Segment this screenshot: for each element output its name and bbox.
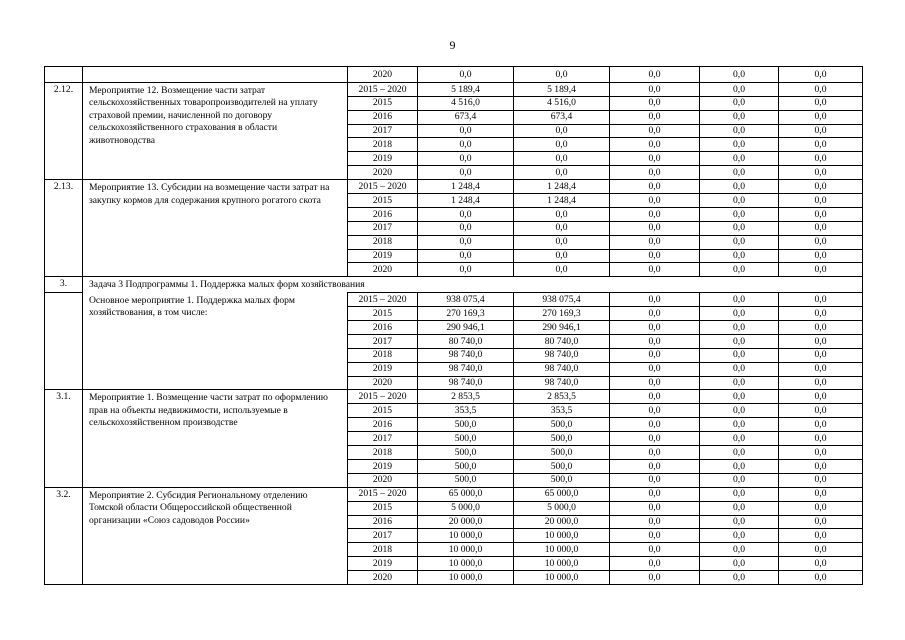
value-cell: 0,0 <box>610 334 700 348</box>
value-cell: 938 075,4 <box>514 293 610 307</box>
value-cell: 80 740,0 <box>418 334 514 348</box>
value-cell: 0,0 <box>418 166 514 180</box>
value-cell: 0,0 <box>700 557 779 571</box>
year-cell: 2018 <box>348 138 418 152</box>
year-cell: 2017 <box>348 432 418 446</box>
value-cell: 0,0 <box>779 362 863 376</box>
value-cell: 0,0 <box>700 418 779 432</box>
value-cell: 938 075,4 <box>418 293 514 307</box>
value-cell: 0,0 <box>779 334 863 348</box>
value-cell: 0,0 <box>610 487 700 501</box>
value-cell: 0,0 <box>610 221 700 235</box>
value-cell: 0,0 <box>779 571 863 585</box>
value-cell: 0,0 <box>610 96 700 110</box>
value-cell: 4 516,0 <box>514 96 610 110</box>
value-cell: 0,0 <box>779 501 863 515</box>
value-cell: 0,0 <box>418 263 514 277</box>
year-cell: 2019 <box>348 459 418 473</box>
item-number: 3.2. <box>45 487 83 584</box>
value-cell: 0,0 <box>610 82 700 96</box>
value-cell: 0,0 <box>779 515 863 529</box>
value-cell: 500,0 <box>514 418 610 432</box>
value-cell: 0,0 <box>779 529 863 543</box>
value-cell: 0,0 <box>700 529 779 543</box>
year-cell: 2020 <box>348 571 418 585</box>
year-cell: 2017 <box>348 221 418 235</box>
value-cell: 0,0 <box>610 124 700 138</box>
value-cell: 0,0 <box>610 376 700 390</box>
value-cell: 0,0 <box>779 221 863 235</box>
value-cell: 270 169,3 <box>514 307 610 321</box>
year-cell: 2020 <box>348 67 418 83</box>
value-cell: 0,0 <box>610 473 700 487</box>
value-cell: 0,0 <box>779 67 863 83</box>
value-cell: 0,0 <box>418 207 514 221</box>
value-cell: 10 000,0 <box>514 529 610 543</box>
year-cell: 2016 <box>348 110 418 124</box>
item-number: 3.1. <box>45 390 83 487</box>
value-cell: 0,0 <box>610 152 700 166</box>
year-cell: 2015 <box>348 501 418 515</box>
item-name: Мероприятие 1. Возмещение части затрат по оформлению прав на объекты недвижимости, используемые в сельскохозяйственном производстве <box>83 390 348 487</box>
value-cell: 20 000,0 <box>514 515 610 529</box>
item-name <box>83 67 348 83</box>
value-cell: 0,0 <box>514 124 610 138</box>
value-cell: 0,0 <box>700 293 779 307</box>
value-cell: 0,0 <box>700 235 779 249</box>
value-cell: 10 000,0 <box>514 557 610 571</box>
value-cell: 0,0 <box>700 376 779 390</box>
value-cell: 2 853,5 <box>514 390 610 404</box>
value-cell: 10 000,0 <box>418 543 514 557</box>
value-cell: 5 189,4 <box>418 82 514 96</box>
value-cell: 2 853,5 <box>418 390 514 404</box>
value-cell: 0,0 <box>700 124 779 138</box>
value-cell: 0,0 <box>700 348 779 362</box>
value-cell: 0,0 <box>418 138 514 152</box>
year-cell: 2015 – 2020 <box>348 293 418 307</box>
year-cell: 2015 <box>348 307 418 321</box>
value-cell: 0,0 <box>700 501 779 515</box>
value-cell: 0,0 <box>700 459 779 473</box>
year-cell: 2016 <box>348 418 418 432</box>
value-cell: 0,0 <box>610 194 700 208</box>
value-cell: 20 000,0 <box>418 515 514 529</box>
value-cell: 500,0 <box>418 459 514 473</box>
value-cell: 500,0 <box>514 432 610 446</box>
value-cell: 5 000,0 <box>418 501 514 515</box>
value-cell: 98 740,0 <box>514 362 610 376</box>
value-cell: 500,0 <box>418 446 514 460</box>
value-cell: 0,0 <box>610 390 700 404</box>
value-cell: 0,0 <box>610 501 700 515</box>
value-cell: 0,0 <box>700 263 779 277</box>
year-cell: 2017 <box>348 124 418 138</box>
table-row <box>45 390 863 404</box>
value-cell: 0,0 <box>779 263 863 277</box>
value-cell: 0,0 <box>610 207 700 221</box>
value-cell: 270 169,3 <box>418 307 514 321</box>
value-cell: 0,0 <box>610 515 700 529</box>
year-cell: 2020 <box>348 166 418 180</box>
value-cell: 0,0 <box>700 307 779 321</box>
value-cell: 0,0 <box>779 138 863 152</box>
value-cell: 0,0 <box>610 138 700 152</box>
value-cell: 0,0 <box>700 166 779 180</box>
value-cell: 0,0 <box>700 152 779 166</box>
item-number <box>45 293 83 390</box>
value-cell: 0,0 <box>610 235 700 249</box>
value-cell: 0,0 <box>700 180 779 194</box>
value-cell: 0,0 <box>514 221 610 235</box>
item-name: Мероприятие 2. Субсидия Региональному отделению Томской области Общероссийской общественной организации «Союз садоводов России» <box>83 487 348 584</box>
value-cell: 0,0 <box>779 152 863 166</box>
value-cell: 0,0 <box>610 543 700 557</box>
value-cell: 80 740,0 <box>514 334 610 348</box>
value-cell: 0,0 <box>779 249 863 263</box>
value-cell: 0,0 <box>700 473 779 487</box>
value-cell: 0,0 <box>700 67 779 83</box>
table-row <box>45 67 863 83</box>
value-cell: 500,0 <box>514 446 610 460</box>
value-cell: 0,0 <box>779 96 863 110</box>
value-cell: 0,0 <box>779 110 863 124</box>
table-row <box>45 82 863 96</box>
value-cell: 0,0 <box>700 138 779 152</box>
value-cell: 0,0 <box>610 529 700 543</box>
value-cell: 0,0 <box>700 446 779 460</box>
value-cell: 98 740,0 <box>418 348 514 362</box>
budget-table <box>44 66 863 585</box>
year-cell: 2019 <box>348 249 418 263</box>
task-row <box>45 277 863 293</box>
year-cell: 2015 – 2020 <box>348 487 418 501</box>
value-cell: 98 740,0 <box>418 362 514 376</box>
value-cell: 0,0 <box>779 376 863 390</box>
year-cell: 2018 <box>348 446 418 460</box>
value-cell: 0,0 <box>700 207 779 221</box>
value-cell: 5 000,0 <box>514 501 610 515</box>
value-cell: 65 000,0 <box>514 487 610 501</box>
value-cell: 0,0 <box>779 166 863 180</box>
value-cell: 0,0 <box>700 221 779 235</box>
value-cell: 0,0 <box>700 515 779 529</box>
value-cell: 0,0 <box>779 293 863 307</box>
value-cell: 0,0 <box>610 571 700 585</box>
value-cell: 0,0 <box>700 194 779 208</box>
value-cell: 10 000,0 <box>418 529 514 543</box>
year-cell: 2018 <box>348 348 418 362</box>
value-cell: 0,0 <box>779 235 863 249</box>
item-name: Мероприятие 13. Субсидии на возмещение части затрат на закупку кормов для содержания крупного рогатого скота <box>83 180 348 277</box>
value-cell: 0,0 <box>418 235 514 249</box>
value-cell: 0,0 <box>779 557 863 571</box>
value-cell: 0,0 <box>779 180 863 194</box>
value-cell: 0,0 <box>700 404 779 418</box>
value-cell: 5 189,4 <box>514 82 610 96</box>
value-cell: 673,4 <box>418 110 514 124</box>
value-cell: 0,0 <box>610 67 700 83</box>
value-cell: 0,0 <box>610 348 700 362</box>
value-cell: 0,0 <box>779 473 863 487</box>
value-cell: 0,0 <box>779 418 863 432</box>
year-cell: 2020 <box>348 263 418 277</box>
value-cell: 0,0 <box>610 307 700 321</box>
value-cell: 353,5 <box>418 404 514 418</box>
year-cell: 2015 – 2020 <box>348 180 418 194</box>
value-cell: 290 946,1 <box>418 321 514 335</box>
value-cell: 0,0 <box>700 82 779 96</box>
value-cell: 0,0 <box>610 321 700 335</box>
value-cell: 0,0 <box>610 249 700 263</box>
value-cell: 98 740,0 <box>514 376 610 390</box>
year-cell: 2020 <box>348 473 418 487</box>
value-cell: 0,0 <box>779 404 863 418</box>
value-cell: 500,0 <box>514 473 610 487</box>
year-cell: 2019 <box>348 362 418 376</box>
value-cell: 1 248,4 <box>514 194 610 208</box>
value-cell: 0,0 <box>779 459 863 473</box>
year-cell: 2019 <box>348 152 418 166</box>
year-cell: 2015 <box>348 194 418 208</box>
value-cell: 0,0 <box>514 263 610 277</box>
year-cell: 2020 <box>348 376 418 390</box>
year-cell: 2019 <box>348 557 418 571</box>
value-cell: 0,0 <box>700 249 779 263</box>
value-cell: 0,0 <box>700 321 779 335</box>
value-cell: 0,0 <box>700 334 779 348</box>
value-cell: 0,0 <box>779 432 863 446</box>
value-cell: 0,0 <box>418 249 514 263</box>
item-number: 2.13. <box>45 180 83 277</box>
value-cell: 1 248,4 <box>418 194 514 208</box>
value-cell: 0,0 <box>779 446 863 460</box>
value-cell: 10 000,0 <box>418 557 514 571</box>
value-cell: 0,0 <box>418 221 514 235</box>
year-cell: 2015 – 2020 <box>348 390 418 404</box>
value-cell: 0,0 <box>418 67 514 83</box>
value-cell: 500,0 <box>514 459 610 473</box>
item-name: Мероприятие 12. Возмещение части затрат сельскохозяйственных товаропроизводителей на уплату страховой премии, начисленной по договору сельскохозяйственного страхования в области животноводства <box>83 82 348 179</box>
value-cell: 0,0 <box>610 263 700 277</box>
value-cell: 0,0 <box>610 557 700 571</box>
value-cell: 65 000,0 <box>418 487 514 501</box>
value-cell: 0,0 <box>610 446 700 460</box>
item-name: Основное мероприятие 1. Поддержка малых форм хозяйствования, в том числе: <box>83 293 348 390</box>
year-cell: 2018 <box>348 235 418 249</box>
value-cell: 10 000,0 <box>418 571 514 585</box>
value-cell: 0,0 <box>514 235 610 249</box>
year-cell: 2017 <box>348 334 418 348</box>
value-cell: 0,0 <box>779 307 863 321</box>
value-cell: 0,0 <box>514 67 610 83</box>
value-cell: 0,0 <box>610 404 700 418</box>
value-cell: 0,0 <box>700 96 779 110</box>
value-cell: 0,0 <box>700 543 779 557</box>
value-cell: 0,0 <box>779 348 863 362</box>
value-cell: 0,0 <box>700 110 779 124</box>
value-cell: 0,0 <box>779 543 863 557</box>
year-cell: 2016 <box>348 515 418 529</box>
value-cell: 98 740,0 <box>514 348 610 362</box>
value-cell: 0,0 <box>610 432 700 446</box>
value-cell: 0,0 <box>610 110 700 124</box>
value-cell: 0,0 <box>610 293 700 307</box>
value-cell: 500,0 <box>418 418 514 432</box>
year-cell: 2016 <box>348 207 418 221</box>
value-cell: 290 946,1 <box>514 321 610 335</box>
value-cell: 0,0 <box>779 82 863 96</box>
value-cell: 1 248,4 <box>418 180 514 194</box>
value-cell: 10 000,0 <box>514 543 610 557</box>
table-row <box>45 293 863 307</box>
value-cell: 1 248,4 <box>514 180 610 194</box>
year-cell: 2015 <box>348 96 418 110</box>
task-number: 3. <box>45 277 83 293</box>
value-cell: 0,0 <box>418 152 514 166</box>
value-cell: 0,0 <box>418 124 514 138</box>
value-cell: 0,0 <box>514 152 610 166</box>
value-cell: 0,0 <box>514 207 610 221</box>
value-cell: 0,0 <box>514 166 610 180</box>
value-cell: 0,0 <box>610 459 700 473</box>
value-cell: 0,0 <box>779 487 863 501</box>
value-cell: 0,0 <box>700 432 779 446</box>
value-cell: 10 000,0 <box>514 571 610 585</box>
value-cell: 0,0 <box>610 180 700 194</box>
table-row <box>45 487 863 501</box>
value-cell: 0,0 <box>700 571 779 585</box>
year-cell: 2018 <box>348 543 418 557</box>
value-cell: 0,0 <box>514 249 610 263</box>
value-cell: 0,0 <box>610 362 700 376</box>
value-cell: 0,0 <box>610 418 700 432</box>
value-cell: 0,0 <box>610 166 700 180</box>
value-cell: 0,0 <box>700 487 779 501</box>
table-row <box>45 180 863 194</box>
value-cell: 673,4 <box>514 110 610 124</box>
value-cell: 353,5 <box>514 404 610 418</box>
value-cell: 0,0 <box>779 321 863 335</box>
year-cell: 2015 <box>348 404 418 418</box>
value-cell: 0,0 <box>700 390 779 404</box>
year-cell: 2016 <box>348 321 418 335</box>
item-number: 2.12. <box>45 82 83 179</box>
item-number <box>45 67 83 83</box>
value-cell: 0,0 <box>779 124 863 138</box>
value-cell: 98 740,0 <box>418 376 514 390</box>
value-cell: 0,0 <box>514 138 610 152</box>
value-cell: 500,0 <box>418 432 514 446</box>
value-cell: 0,0 <box>779 194 863 208</box>
page-number: 9 <box>449 38 456 52</box>
value-cell: 4 516,0 <box>418 96 514 110</box>
value-cell: 0,0 <box>700 362 779 376</box>
value-cell: 0,0 <box>779 207 863 221</box>
task-title: Задача 3 Подпрограммы 1. Поддержка малых форм хозяйствования <box>83 277 863 293</box>
year-cell: 2015 – 2020 <box>348 82 418 96</box>
value-cell: 500,0 <box>418 473 514 487</box>
value-cell: 0,0 <box>779 390 863 404</box>
year-cell: 2017 <box>348 529 418 543</box>
